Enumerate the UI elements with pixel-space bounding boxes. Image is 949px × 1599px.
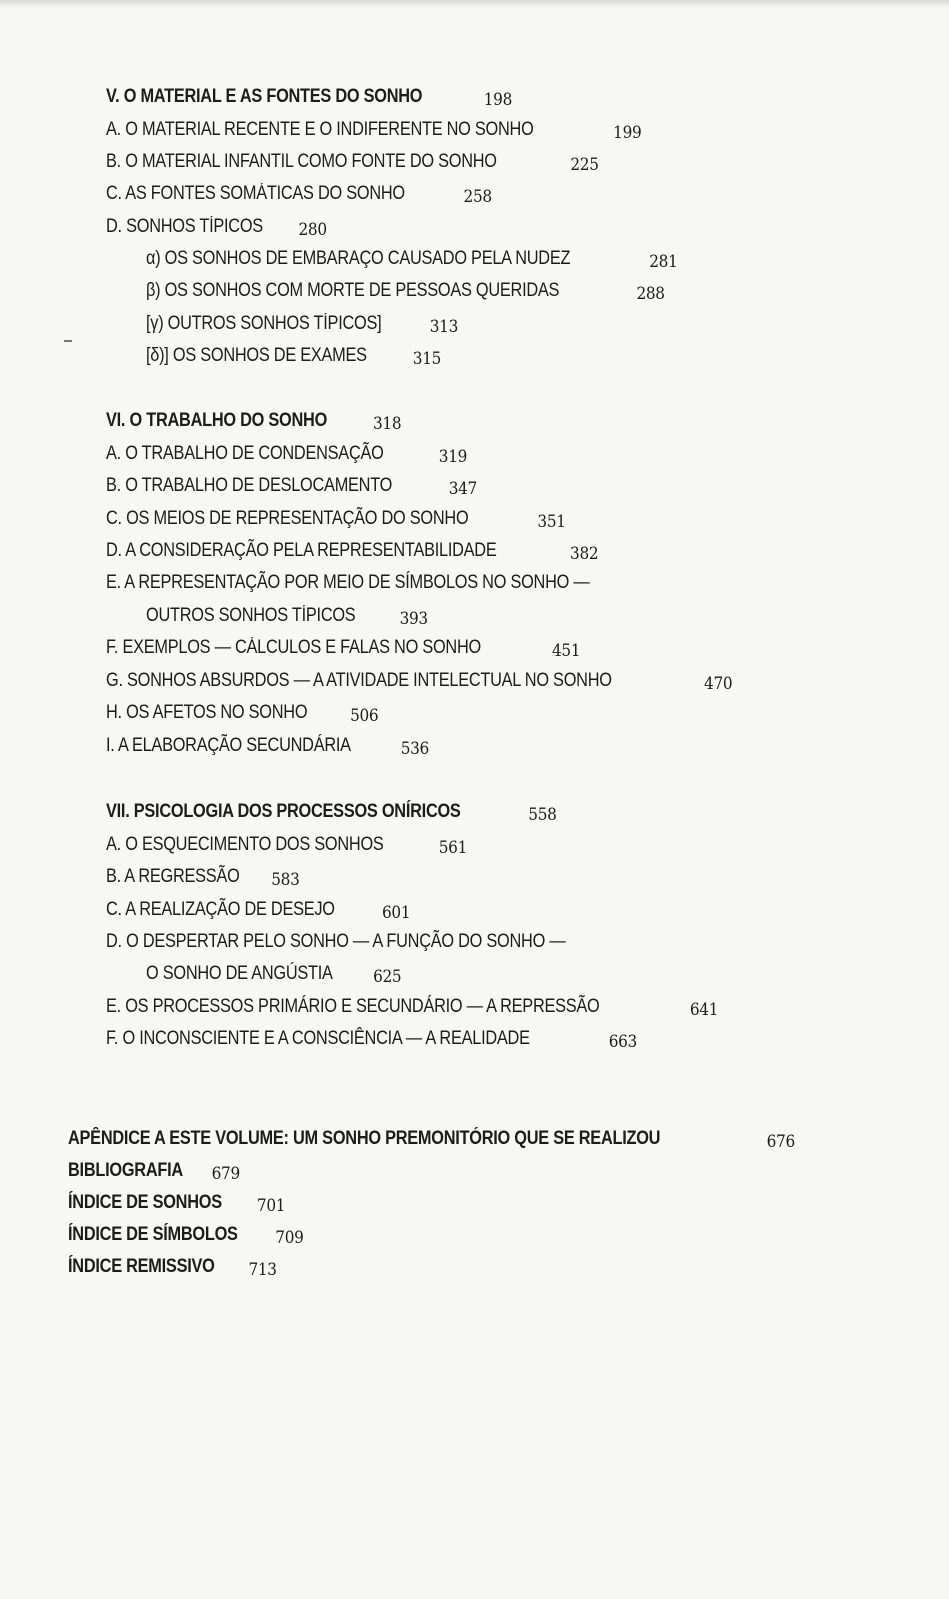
toc-heading-text: APÊNDICE A ESTE VOLUME: UM SONHO PREMONITÓRIO QUE SE REALIZOU xyxy=(68,1128,661,1149)
toc-page-number: 470 xyxy=(704,674,733,694)
toc-entry-6c xyxy=(106,508,566,530)
margin-mark xyxy=(64,340,72,342)
toc-page-number: 558 xyxy=(528,805,557,825)
toc-entry-text: B. O MATERIAL INFANTIL COMO FONTE DO SONHO xyxy=(106,151,497,172)
toc-entry-text: [δ)] OS SONHOS DE EXAMES xyxy=(146,345,367,366)
toc-general-index xyxy=(68,1256,277,1278)
toc-entry-text: α) OS SONHOS DE EMBARAÇO CAUSADO PELA NUDEZ xyxy=(146,248,571,269)
toc-page-number: 393 xyxy=(399,609,428,629)
toc-entry-5b xyxy=(106,151,599,173)
toc-entry-7b xyxy=(106,866,300,888)
toc-page-number: 280 xyxy=(298,220,327,240)
toc-entry-5d-beta xyxy=(146,280,665,302)
toc-entry-6e xyxy=(106,572,668,594)
toc-page-number: 663 xyxy=(608,1032,637,1052)
toc-entry-6a xyxy=(106,443,467,465)
toc-entry-text: C. AS FONTES SOMÁTICAS DO SONHO xyxy=(106,183,405,204)
toc-symbol-index xyxy=(68,1224,304,1246)
toc-page-number: 313 xyxy=(429,317,459,337)
toc-entry-text: β) OS SONHOS COM MORTE DE PESSOAS QUERIDAS xyxy=(146,280,560,301)
toc-entry-5a xyxy=(106,119,641,141)
toc-page-number: 315 xyxy=(412,349,442,369)
toc-entry-text: D. A CONSIDERAÇÃO PELA REPRESENTABILIDADE xyxy=(106,540,497,561)
toc-page-number: 601 xyxy=(381,903,411,923)
toc-entry-text: D. SONHOS TÍPICOS xyxy=(106,216,263,237)
toc-entry-text: B. O TRABALHO DE DESLOCAMENTO xyxy=(106,475,393,496)
toc-entry-5c xyxy=(106,183,492,205)
toc-entry-text: C. OS MEIOS DE REPRESENTAÇÃO DO SONHO xyxy=(106,508,469,529)
toc-heading-text: V. O MATERIAL E AS FONTES DO SONHO xyxy=(106,86,423,107)
toc-heading-text: VI. O TRABALHO DO SONHO xyxy=(106,410,328,431)
toc-bibliography xyxy=(68,1160,240,1182)
toc-entry-6g xyxy=(106,670,732,692)
toc-entry-6f xyxy=(106,637,580,659)
toc-heading-section-7 xyxy=(106,801,557,823)
toc-heading-section-5 xyxy=(106,86,512,108)
toc-heading-text: ÍNDICE REMISSIVO xyxy=(68,1256,215,1277)
toc-page-number: 625 xyxy=(373,967,402,987)
toc-page-number: 318 xyxy=(373,414,402,434)
toc-entry-text: F. EXEMPLOS — CÁLCULOS E FALAS NO SONHO xyxy=(106,637,481,658)
toc-page-number: 382 xyxy=(570,544,599,564)
toc-entry-5d xyxy=(106,216,327,238)
toc-entry-text: I. A ELABORAÇÃO SECUNDÁRIA xyxy=(106,735,351,756)
toc-entry-7c xyxy=(106,899,410,921)
toc-entry-text: C. A REALIZAÇÃO DE DESEJO xyxy=(106,899,335,920)
toc-page-number: 198 xyxy=(483,90,513,110)
toc-page-number: 561 xyxy=(438,838,468,858)
toc-entry-text: H. OS AFETOS NO SONHO xyxy=(106,702,308,723)
toc-page-number: 713 xyxy=(248,1260,277,1280)
toc-appendix xyxy=(68,1128,795,1150)
toc-page-number: 641 xyxy=(689,1000,719,1020)
toc-page-number: 225 xyxy=(570,155,599,175)
toc-entry-7d-cont xyxy=(146,963,401,985)
toc-entry-text: E. OS PROCESSOS PRIMÁRIO E SECUNDÁRIO — A REPRESSÃO xyxy=(106,996,600,1017)
toc-page-number: 676 xyxy=(766,1132,795,1152)
toc-page-number: 709 xyxy=(275,1228,304,1248)
toc-page-number: 536 xyxy=(400,739,429,759)
toc-heading-section-6 xyxy=(106,410,401,432)
toc-page-number: 451 xyxy=(551,641,581,661)
toc-page-number: 679 xyxy=(211,1164,240,1184)
toc-entry-7d xyxy=(106,931,640,953)
toc-entry-7f xyxy=(106,1028,637,1050)
toc-dream-index xyxy=(68,1192,285,1214)
toc-entry-7a xyxy=(106,834,467,856)
toc-heading-text: ÍNDICE DE SÍMBOLOS xyxy=(68,1224,238,1245)
toc-entry-text: A. O MATERIAL RECENTE E O INDIFERENTE NO SONHO xyxy=(106,119,534,140)
toc-entry-6h xyxy=(106,702,378,724)
toc-page-number: 288 xyxy=(636,284,665,304)
toc-entry-5d-alpha xyxy=(146,248,678,270)
toc-page-number: 347 xyxy=(448,479,477,499)
toc-page-number: 258 xyxy=(463,187,492,207)
toc-entry-6e-cont xyxy=(146,605,428,627)
page-top-edge xyxy=(0,0,949,8)
toc-entry-text: G. SONHOS ABSURDOS — A ATIVIDADE INTELECTUAL NO SONHO xyxy=(106,670,612,691)
toc-entry-6d xyxy=(106,540,598,562)
toc-entry-text: OUTROS SONHOS TÍPICOS xyxy=(146,605,356,626)
toc-entry-text: O SONHO DE ANGÚSTIA xyxy=(146,963,333,984)
toc-entry-text: [γ) OUTROS SONHOS TÍPICOS] xyxy=(146,313,382,334)
toc-heading-text: ÍNDICE DE SONHOS xyxy=(68,1192,222,1213)
toc-entry-text: A. O ESQUECIMENTO DOS SONHOS xyxy=(106,834,384,855)
toc-heading-text: BIBLIOGRAFIA xyxy=(68,1160,183,1181)
toc-heading-text: VII. PSICOLOGIA DOS PROCESSOS ONÍRICOS xyxy=(106,801,461,822)
toc-entry-6b xyxy=(106,475,477,497)
toc-entry-text: E. A REPRESENTAÇÃO POR MEIO DE SÍMBOLOS NO SONHO — xyxy=(106,572,590,593)
toc-entry-7e xyxy=(106,996,718,1018)
toc-entry-text: F. O INCONSCIENTE E A CONSCIÊNCIA — A REALIDADE xyxy=(106,1028,530,1049)
toc-page-number: 281 xyxy=(649,252,678,272)
toc-entry-5d-delta xyxy=(146,345,441,367)
toc-entry-5d-gamma xyxy=(146,313,458,335)
toc-page-number: 199 xyxy=(613,123,642,143)
toc-entry-text: D. O DESPERTAR PELO SONHO — A FUNÇÃO DO SONHO — xyxy=(106,931,566,952)
toc-page-number: 583 xyxy=(271,870,300,890)
toc-page-number: 319 xyxy=(438,447,468,467)
toc-page-number: 701 xyxy=(256,1196,286,1216)
toc-page-number: 351 xyxy=(537,512,566,532)
toc-entry-text: A. O TRABALHO DE CONDENSAÇÃO xyxy=(106,443,384,464)
toc-entry-text: B. A REGRESSÃO xyxy=(106,866,240,887)
toc-entry-6i xyxy=(106,735,429,757)
toc-page-number: 506 xyxy=(350,706,379,726)
